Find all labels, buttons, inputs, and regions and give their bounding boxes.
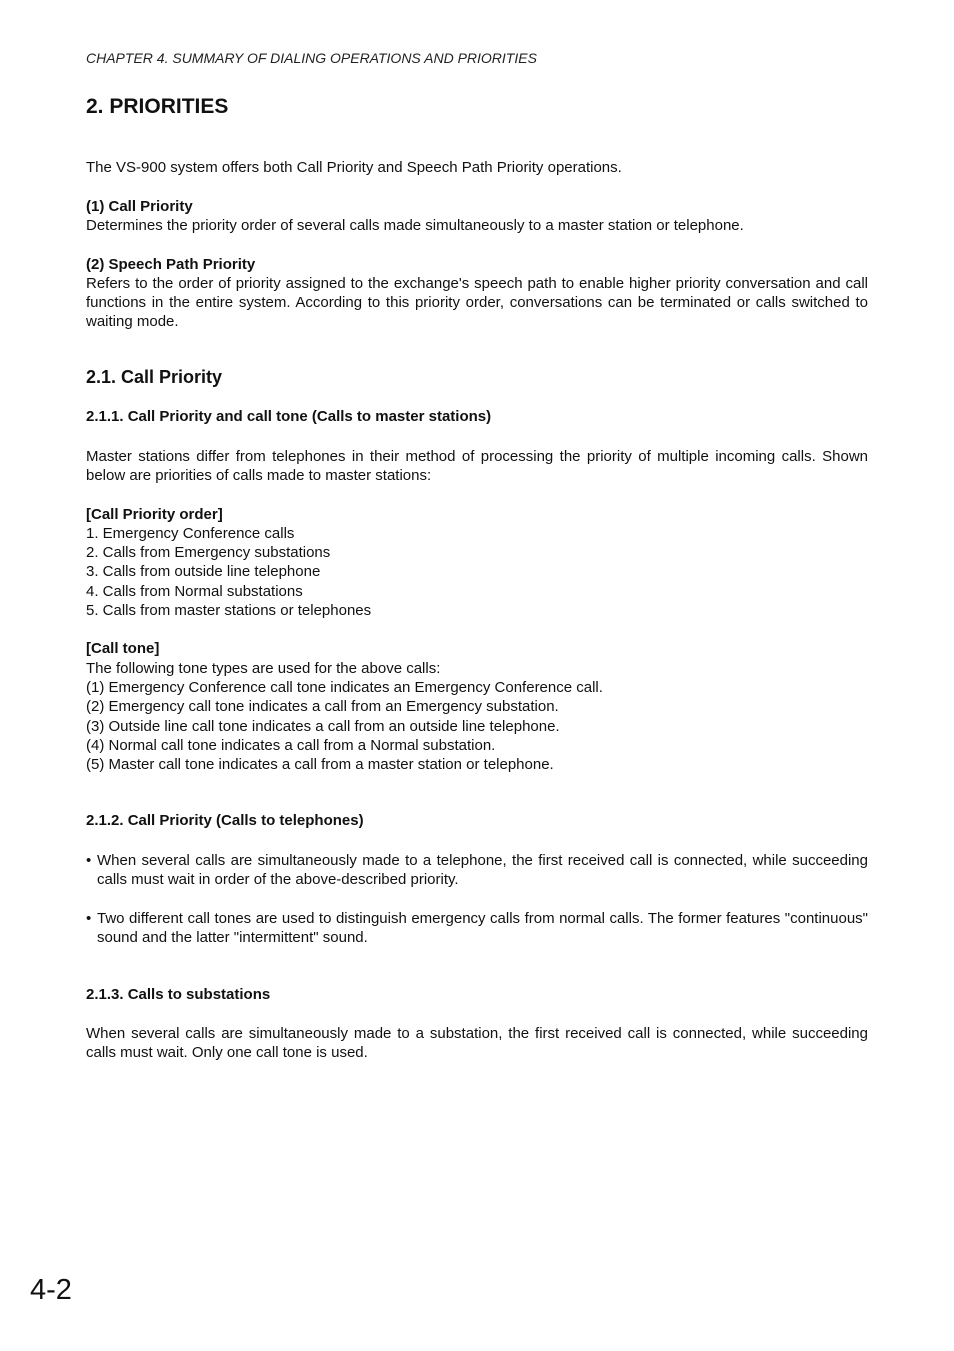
bullet-symbol: • xyxy=(86,852,92,869)
call-tone-label: [Call tone] xyxy=(86,640,160,657)
list-item: 3. Calls from outside line telephone xyxy=(86,563,321,581)
bullet-text: When several calls are simultaneously made to a telephone, the first received call is connected, while succeeding calls must wait in order of the above-described priority. xyxy=(97,852,868,889)
bullet-item xyxy=(86,851,868,889)
call-tone-intro: The following tone types are used for the above calls: xyxy=(86,660,441,677)
list-item: 4. Calls from Normal substations xyxy=(86,582,303,600)
list-item: (1) Emergency Conference call tone indicates an Emergency Conference call. xyxy=(86,679,603,697)
running-header: CHAPTER 4. SUMMARY OF DIALING OPERATIONS AND PRIORITIES xyxy=(86,50,537,66)
list-item: 1. Emergency Conference calls xyxy=(86,525,295,542)
list-item: (2) Emergency call tone indicates a call from an Emergency substation. xyxy=(86,698,559,716)
list-item: (5) Master call tone indicates a call from a master station or telephone. xyxy=(86,756,554,774)
subsection-211-title: 2.1.1. Call Priority and call tone (Calls to master stations) xyxy=(86,408,492,425)
speech-path-priority-label: (2) Speech Path Priority xyxy=(86,256,256,273)
list-item: 5. Calls from master stations or telephones xyxy=(86,601,372,619)
call-priority-order-label: [Call Priority order] xyxy=(86,506,223,523)
call-priority-order-list xyxy=(86,524,868,620)
subsection-212-title: 2.1.2. Call Priority (Calls to telephones) xyxy=(86,812,364,829)
bullet-text: Two different call tones are used to distinguish emergency calls from normal calls. The former features "continuous" sound and the latter "intermittent" sound. xyxy=(97,910,868,947)
list-item: 2. Calls from Emergency substations xyxy=(86,544,331,562)
subsection-213-title: 2.1.3. Calls to substations xyxy=(86,986,271,1003)
list-item: (4) Normal call tone indicates a call from a Normal substation. xyxy=(86,736,496,754)
list-item: (3) Outside line call tone indicates a call from an outside line telephone. xyxy=(86,717,560,735)
subsection-title: 2.1. Call Priority xyxy=(86,367,223,387)
bullet-symbol: • xyxy=(86,910,92,927)
call-tone-list xyxy=(86,659,868,774)
subsection-213-text: When several calls are simultaneously made to a substation, the first received call is connected, while succeeding calls must wait. Only one call tone is used. xyxy=(86,1025,868,1062)
intro-paragraph: The VS-900 system offers both Call Priority and Speech Path Priority operations. xyxy=(86,159,622,176)
call-priority-label: (1) Call Priority xyxy=(86,198,193,215)
speech-path-priority-text: Refers to the order of priority assigned to the exchange's speech path to enable higher priority conversation and call functions in the entire system. According to this priority order, conversations can be terminated or calls switched to waiting mode. xyxy=(86,275,868,331)
bullet-item xyxy=(86,909,868,947)
subsection-211-text: Master stations differ from telephones in their method of processing the priority of multiple incoming calls. Shown below are priorities of calls made to master stations: xyxy=(86,448,868,485)
call-priority-text: Determines the priority order of several calls made simultaneously to a master station or telephone. xyxy=(86,217,744,234)
page-number: 4-2 xyxy=(30,1274,72,1306)
section-title: 2. PRIORITIES xyxy=(86,95,229,118)
